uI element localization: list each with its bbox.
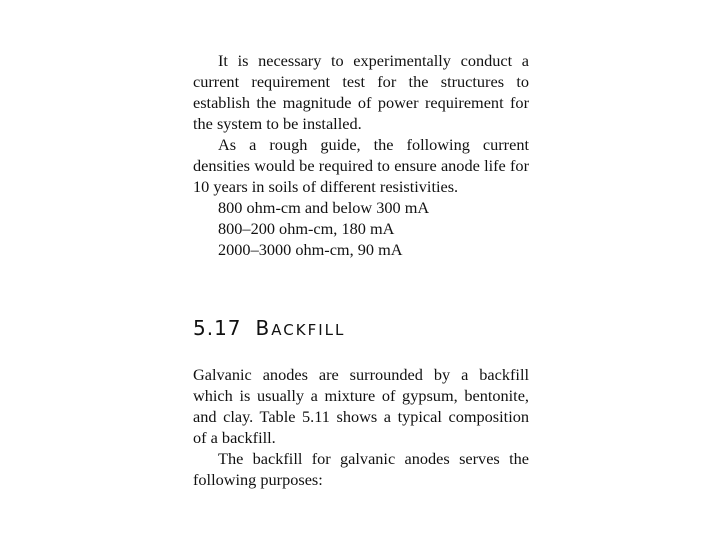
section-heading — [193, 316, 345, 340]
paragraph-current-requirement: It is necessary to experimentally conduct a current requirement test for the structures to establish the magnitude of power requirement for the system to be installed. — [193, 51, 529, 133]
backfill-text-block — [193, 364, 529, 490]
section-title — [256, 316, 346, 340]
section-title-rest: ACKFILL — [271, 321, 346, 339]
paragraph-backfill-purposes: The backfill for galvanic anodes serves the following purposes: — [193, 449, 529, 489]
paragraph-galvanic-anodes: Galvanic anodes are surrounded by a backfill which is usually a mixture of gypsum, bentonite, and clay. Table 5.11 shows a typical composition of a backfill. — [193, 365, 529, 447]
paragraph-current-densities: As a rough guide, the following current densities would be required to ensure anode life for 10 years in soils of different resistivities. — [193, 135, 529, 196]
resistivity-item-1: 800 ohm-cm and below 300 mA — [218, 198, 430, 217]
section-title-initial: B — [255, 316, 272, 340]
section-number: 5.17 — [193, 316, 242, 340]
resistivity-item-2: 800–200 ohm-cm, 180 mA — [218, 219, 395, 238]
resistivity-item-3: 2000–3000 ohm-cm, 90 mA — [218, 240, 403, 259]
top-text-block — [193, 50, 529, 260]
